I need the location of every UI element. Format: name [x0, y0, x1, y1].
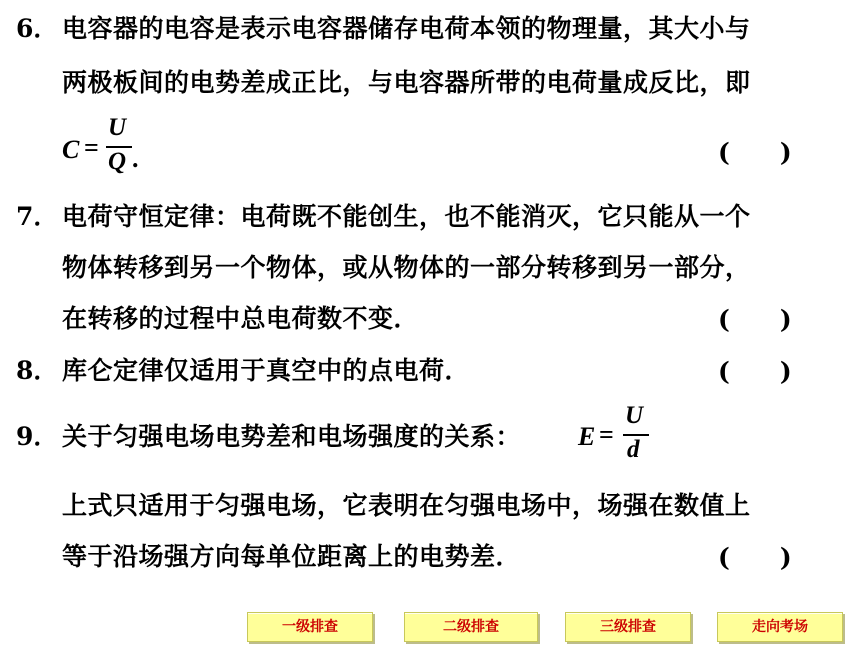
formula-6-fraction [104, 114, 134, 178]
item-7-answer-paren[interactable]: ( ) [718, 305, 792, 334]
nav-button-to-exam[interactable]: 走向考场 [717, 612, 843, 642]
item-7-line-1: 电荷守恒定律：电荷既不能创生，也不能消灭，它只能从一个 [62, 202, 751, 231]
item-6-line-1: 电容器的电容是表示电容器储存电荷本领的物理量，其大小与 [62, 14, 751, 43]
item-7-number: 7． [16, 202, 59, 231]
item-6-line-2: 两极板间的电势差成正比，与电容器所带的电荷量成反比，即 [62, 68, 751, 97]
formula-9-lhs: E [578, 422, 596, 451]
item-8-line-1: 库仑定律仅适用于真空中的点电荷． [62, 356, 471, 385]
item-9-answer-paren[interactable]: ( ) [718, 543, 792, 572]
item-6-number: 6． [16, 14, 59, 43]
item-6-answer-paren[interactable]: ( ) [718, 138, 792, 167]
nav-button-level-2[interactable]: 二级排查 [404, 612, 538, 642]
item-8-number: 8． [16, 356, 59, 385]
item-7-line-2: 物体转移到另一个物体，或从物体的一部分转移到另一部分， [62, 253, 751, 282]
formula-6-lhs: C [62, 135, 80, 164]
formula-9-denominator: d [627, 436, 640, 463]
formula-9-eq: = [599, 420, 614, 449]
item-9-line-3: 等于沿场强方向每单位距离上的电势差． [62, 542, 522, 571]
nav-button-level-3[interactable]: 三级排查 [565, 612, 691, 642]
item-7-line-3: 在转移的过程中总电荷数不变． [62, 304, 420, 333]
item-9-number: 9． [16, 422, 59, 451]
formula-6-numerator: U [108, 114, 127, 141]
nav-button-level-1[interactable]: 一级排查 [247, 612, 373, 642]
formula-6-period: . [132, 144, 139, 173]
formula-6-eq: = [84, 133, 99, 162]
item-9-line-2: 上式只适用于匀强电场，它表明在匀强电场中，场强在数值上 [62, 491, 751, 520]
formula-6-denominator: Q [108, 148, 127, 175]
formula-9-numerator: U [625, 402, 644, 429]
item-8-answer-paren[interactable]: ( ) [718, 357, 792, 386]
formula-9-fraction [621, 402, 651, 466]
item-9-line-1: 关于匀强电场电势差和电场强度的关系： [62, 422, 522, 451]
